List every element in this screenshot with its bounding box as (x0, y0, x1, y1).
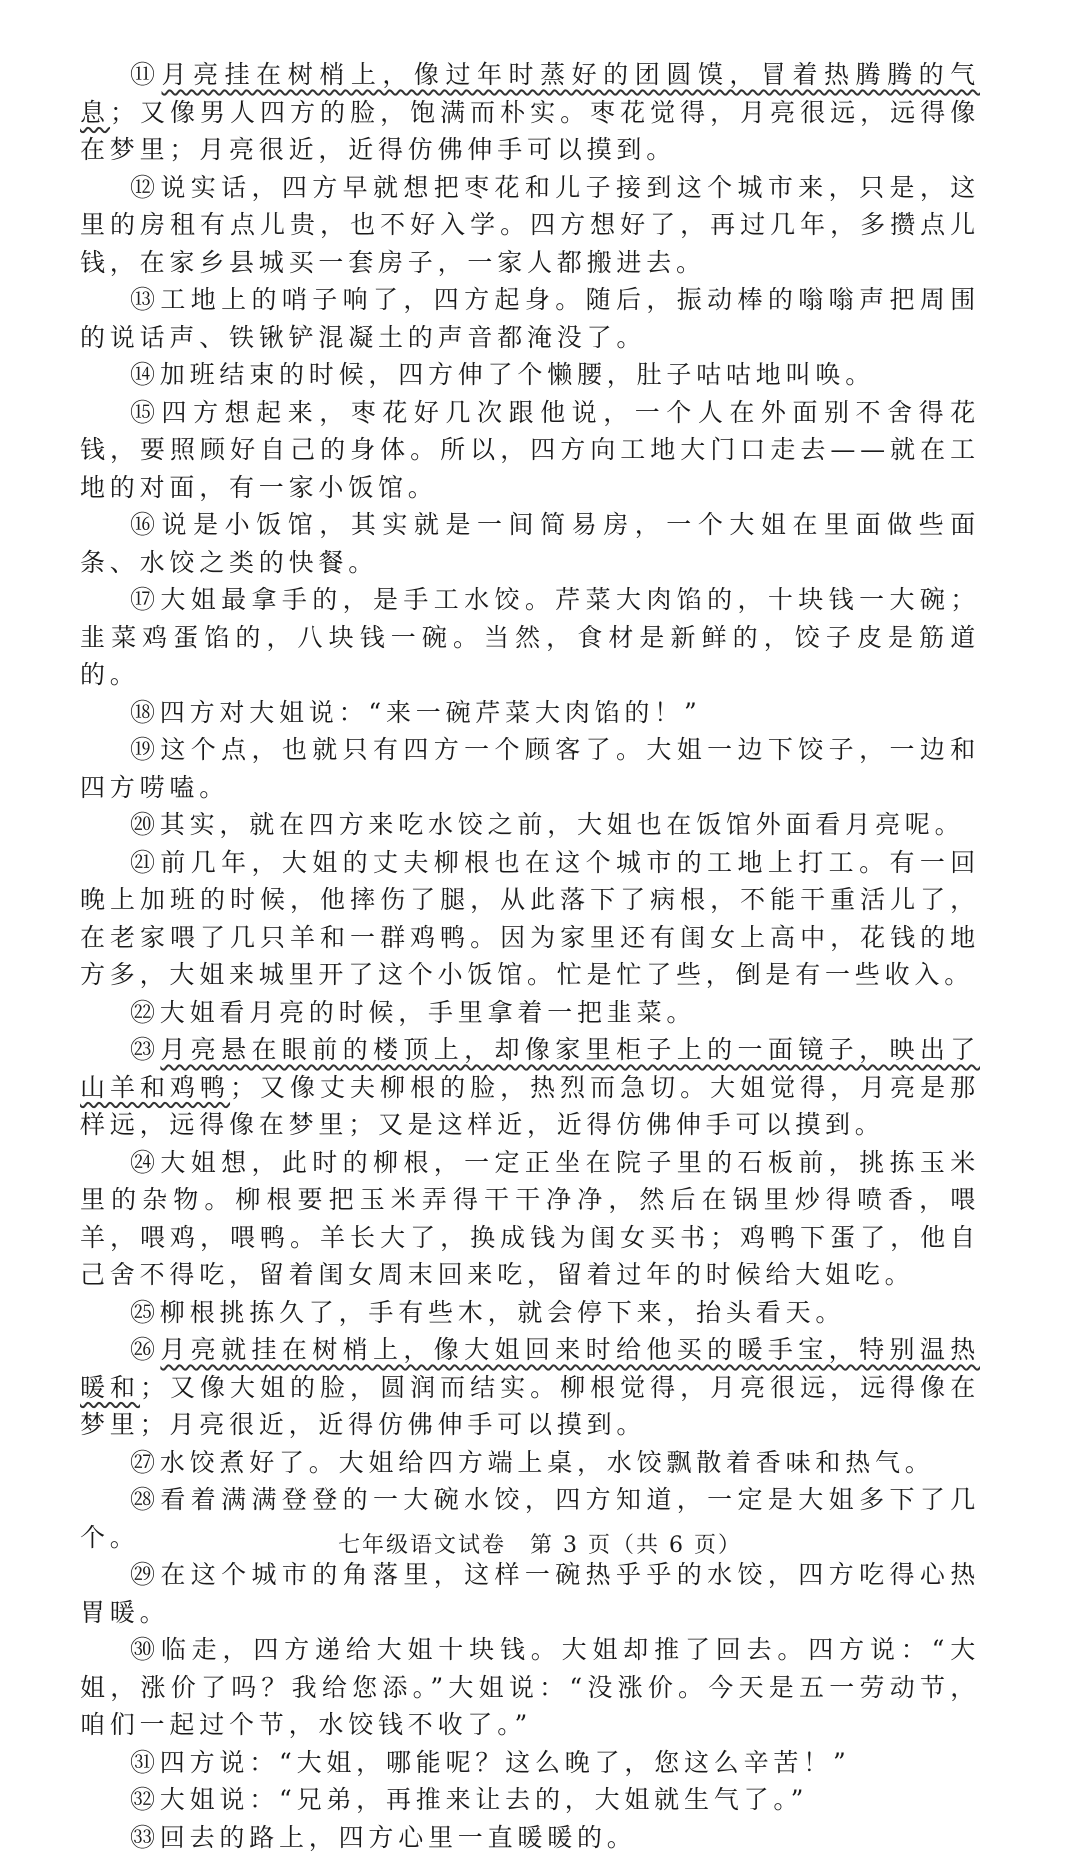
underlined-sentence: 月亮就挂在树梢上，像大姐回来时给他买的暖手宝，特别温热暖和 (80, 1335, 980, 1402)
paragraph-27: ㉗水饺煮好了。大姐给四方端上桌，水饺飘散着香味和热气。 (80, 1444, 980, 1482)
paragraph-12: ⑫说实话，四方早就想把枣花和儿子接到这个城市来，只是，这里的房租有点儿贵，也不好入学。四方想好了，再过几年，多攒点儿钱，在家乡县城买一套房子，一家人都搬进去。 (80, 169, 980, 282)
paragraph-22: ㉒大姐看月亮的时候，手里拿着一把韭菜。 (80, 994, 980, 1032)
paragraph-16: ⑯说是小饭馆，其实就是一间简易房，一个大姐在里面做些面条、水饺之类的快餐。 (80, 506, 980, 581)
paragraph-29: ㉙在这个城市的角落里，这样一碗热乎乎的水饺，四方吃得心热胃暖。 (80, 1556, 980, 1631)
paragraph-31: ㉛四方说：“大姐，哪能呢？这么晚了，您这么辛苦！” (80, 1744, 980, 1782)
paragraph-17: ⑰大姐最拿手的，是手工水饺。芹菜大肉馅的，十块钱一大碗；韭菜鸡蛋馅的，八块钱一碗。当然，食材是新鲜的，饺子皮是筋道的。 (80, 581, 980, 694)
page-footer: 七年级语文试卷 第 3 页（共 6 页） (0, 1528, 1080, 1559)
paragraph-24: ㉔大姐想，此时的柳根，一定正坐在院子里的石板前，挑拣玉米里的杂物。柳根要把玉米弄得干干净净，然后在锅里炒得喷香，喂羊，喂鸡，喂鸭。羊长大了，换成钱为闺女买书；鸡鸭下蛋了，他自己舍不得吃，留着闺女周末回来吃，留着过年的时候给大姐吃。 (80, 1144, 980, 1294)
paragraph-26: ㉖月亮就挂在树梢上，像大姐回来时给他买的暖手宝，特别温热暖和；又像大姐的脸，圆润而结实。柳根觉得，月亮很远，远得像在梦里；月亮很近，近得仿佛伸手可以摸到。 (80, 1331, 980, 1444)
paragraph-19: ⑲这个点，也就只有四方一个顾客了。大姐一边下饺子，一边和四方唠嗑。 (80, 731, 980, 806)
underlined-sentence: 月亮挂在树梢上，像过年时蒸好的团圆馍，冒着热腾腾的气息 (80, 60, 980, 127)
paragraph-21: ㉑前几年，大姐的丈夫柳根也在这个城市的工地上打工。有一回晚上加班的时候，他摔伤了腿，从此落下了病根，不能干重活儿了，在老家喂了几只羊和一群鸡鸭。因为家里还有闺女上高中，花钱的地方多，大姐来城里开了这个小饭馆。忙是忙了些，倒是有一些收入。 (80, 844, 980, 994)
paragraph-32: ㉜大姐说：“兄弟，再推来让去的，大姐就生气了。” (80, 1781, 980, 1819)
reading-passage (80, 56, 980, 1856)
paragraph-25: ㉕柳根挑拣久了，手有些木，就会停下来，抬头看天。 (80, 1294, 980, 1332)
paragraph-15: ⑮四方想起来，枣花好几次跟他说，一个人在外面别不舍得花钱，要照顾好自己的身体。所以，四方向工地大门口走去——就在工地的对面，有一家小饭馆。 (80, 394, 980, 507)
paragraph-33: ㉝回去的路上，四方心里一直暖暖的。 (80, 1819, 980, 1856)
paragraph-20: ⑳其实，就在四方来吃水饺之前，大姐也在饭馆外面看月亮呢。 (80, 806, 980, 844)
paragraph-18: ⑱四方对大姐说：“来一碗芹菜大肉馅的！” (80, 694, 980, 732)
underlined-sentence: 月亮悬在眼前的楼顶上，却像家里柜子上的一面镜子，映出了山羊和鸡鸭 (80, 1035, 980, 1102)
paragraph-13: ⑬工地上的哨子响了，四方起身。随后，振动棒的嗡嗡声把周围的说话声、铁锹铲混凝土的声音都淹没了。 (80, 281, 980, 356)
paragraph-14: ⑭加班结束的时候，四方伸了个懒腰，肚子咕咕地叫唤。 (80, 356, 980, 394)
paragraph-30: ㉚临走，四方递给大姐十块钱。大姐却推了回去。四方说：“大姐，涨价了吗？我给您添。”大姐说：“没涨价。今天是五一劳动节，咱们一起过个节，水饺钱不收了。” (80, 1631, 980, 1744)
paragraph-23: ㉓月亮悬在眼前的楼顶上，却像家里柜子上的一面镜子，映出了山羊和鸡鸭；又像丈夫柳根的脸，热烈而急切。大姐觉得，月亮是那样远，远得像在梦里；又是这样近，近得仿佛伸手可以摸到。 (80, 1031, 980, 1144)
paragraph-11: ⑪月亮挂在树梢上，像过年时蒸好的团圆馍，冒着热腾腾的气息；又像男人四方的脸，饱满而朴实。枣花觉得，月亮很远，远得像在梦里；月亮很近，近得仿佛伸手可以摸到。 (80, 56, 980, 169)
paragraph-28: ㉘看着满满登登的一大碗水饺，四方知道，一定是大姐多下了几个。 (80, 1481, 980, 1556)
